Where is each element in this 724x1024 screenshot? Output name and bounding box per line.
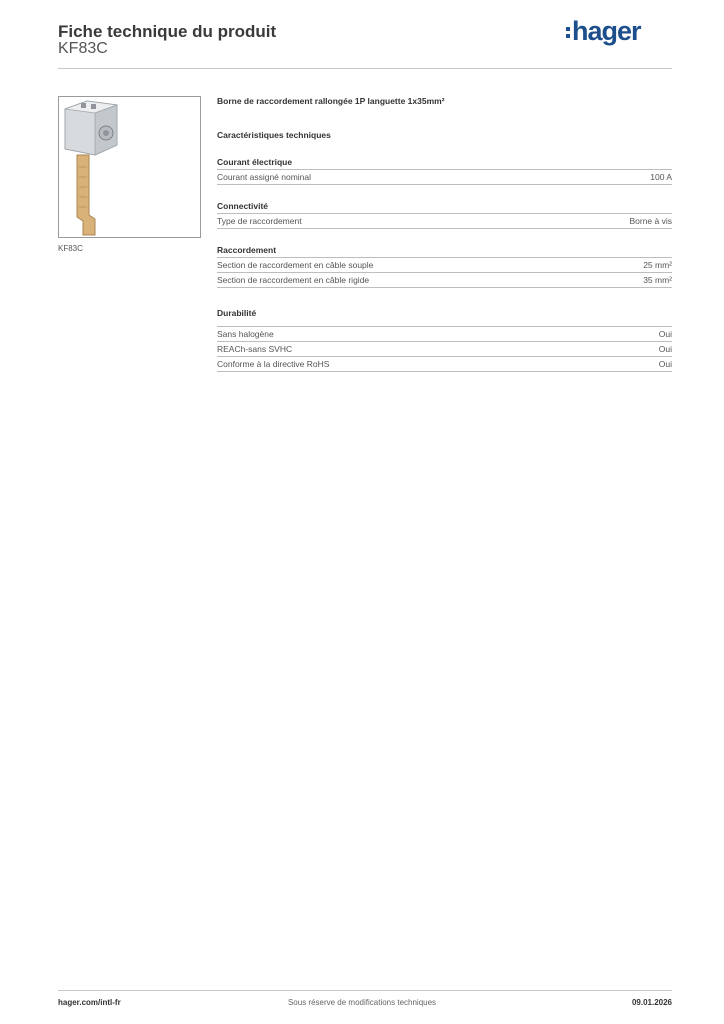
spec-label: Conforme à la directive RoHS: [217, 359, 330, 369]
spec-label: Type de raccordement: [217, 216, 302, 226]
section-title: Caractéristiques techniques: [217, 130, 331, 140]
group-title: Raccordement: [217, 244, 672, 258]
spec-value: 35 mm²: [643, 275, 672, 285]
spec-label: REACh-sans SVHC: [217, 344, 293, 354]
spec-row: [217, 326, 672, 342]
logo-dots-icon: [566, 24, 570, 41]
spec-value: 100 A: [650, 172, 672, 182]
spec-label: Sans halogène: [217, 329, 274, 339]
logo-text: hager: [572, 16, 641, 46]
page-title: Fiche technique du produit: [58, 22, 277, 41]
spec-label: Section de raccordement en câble souple: [217, 260, 374, 270]
group-title: Courant électrique: [217, 156, 672, 170]
product-reference: KF83C: [58, 40, 108, 57]
spec-row: [217, 273, 672, 288]
spec-label: Courant assigné nominal: [217, 172, 312, 182]
spec-value: Oui: [658, 329, 672, 339]
header-divider: [58, 68, 672, 69]
spec-value: Borne à vis: [629, 216, 672, 226]
product-image-caption: KF83C: [58, 244, 83, 253]
spec-value: Oui: [658, 359, 672, 369]
footer-website-link[interactable]: hager.com/intl-fr: [58, 998, 121, 1007]
spec-label: Section de raccordement en câble rigide: [217, 275, 370, 285]
specifications-panel: [217, 96, 672, 372]
group-title: Connectivité: [217, 200, 672, 214]
hager-logo: [566, 16, 641, 47]
terminal-block-image: [59, 97, 200, 237]
spec-row: [217, 357, 672, 372]
footer-date: 09.01.2026: [631, 998, 672, 1007]
spec-row: [217, 342, 672, 357]
spec-row: [217, 214, 672, 229]
product-image-frame: [58, 96, 201, 238]
spec-row: [217, 170, 672, 185]
group-title: Durabilité: [217, 308, 257, 318]
spec-value: 25 mm²: [643, 260, 672, 270]
spec-value: Oui: [658, 344, 672, 354]
footer-notice: Sous réserve de modifications techniques: [287, 998, 437, 1007]
product-description: Borne de raccordement rallongée 1P languette 1x35mm²: [217, 96, 445, 106]
footer-divider: [58, 990, 672, 991]
spec-row: [217, 258, 672, 273]
